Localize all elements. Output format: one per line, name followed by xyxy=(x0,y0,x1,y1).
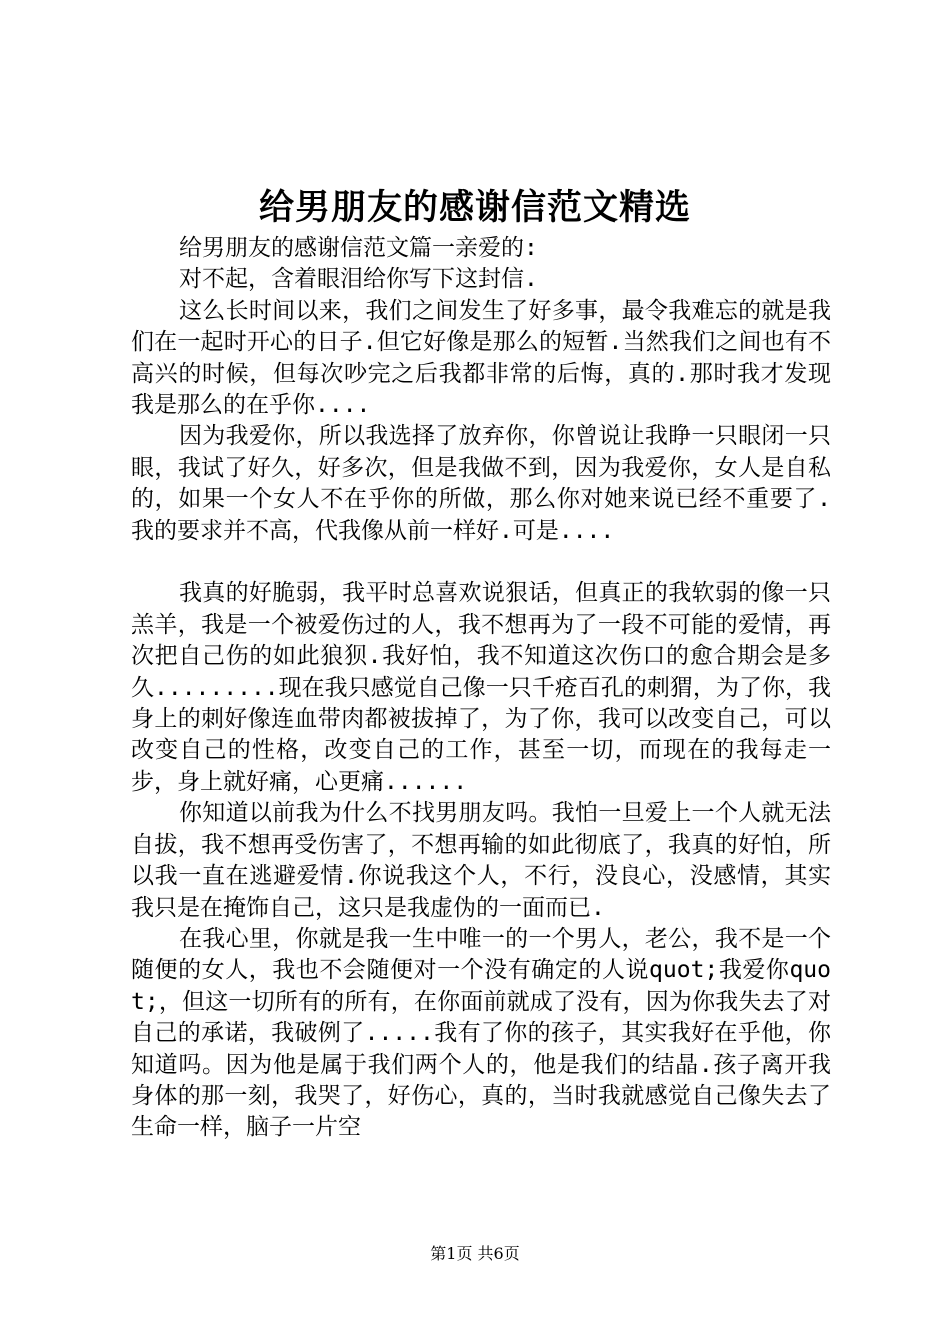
paragraph-fragile: 我真的好脆弱，我平时总喜欢说狠话，但真正的我软弱的像一只羔羊，我是一个被爱伤过的人，我不想再为了一段不可能的爱情，再次把自己伤的如此狼狈.我好怕，我不知道这次伤口的愈合期会是多久.........现在我只感觉自己像一只千疮百孔的刺猬，为了你，我身上的刺好像连血带肉都被拔掉了，为了你，我可以改变自己，可以改变自己的性格，改变自己的工作，甚至一切，而现在的我每走一步，身上就好痛，心更痛...... xyxy=(131,580,831,795)
paragraph-salutation: 给男朋友的感谢信范文篇一亲爱的: xyxy=(179,235,538,261)
paragraph-apology: 对不起，含着眼泪给你写下这封信. xyxy=(179,266,538,293)
paragraph-memories: 这么长时间以来，我们之间发生了好多事，最令我难忘的就是我们在一起时开心的日子.但它好像是那么的短暂.当然我们之间也有不高兴的时候，但每次吵完之后我都非常的后悔，真的.那时我才发现我是那么的在乎你.... xyxy=(131,297,831,419)
letter-body xyxy=(131,233,831,1144)
paragraph-only-one: 在我心里，你就是我一生中唯一的一个男人，老公，我不是一个随便的女人，我也不会随便对一个没有确定的人说quot;我爱你quot;，但这一切所有的所有，在你面前就成了没有，因为你我失去了对自己的承诺，我破例了.....我有了你的孩子，其实我好在乎他，你知道吗。因为他是属于我们两个人的，他是我们的结晶.孩子离开我身体的那一刻，我哭了，好伤心，真的，当时我就感觉自己像失去了生命一样，脑子一片空 xyxy=(131,925,831,1141)
document-title: 给男朋友的感谢信范文精选 xyxy=(258,187,691,228)
paragraph-spacer xyxy=(131,547,831,578)
paragraph-letting-go: 因为我爱你，所以我选择了放弃你，你曾说让我睁一只眼闭一只眼，我试了好久，好多次，但是我做不到，因为我爱你，女人是自私的，如果一个女人不在乎你的所做，那么你对她来说已经不重要了.我的要求并不高，代我像从前一样好.可是.... xyxy=(131,423,831,544)
paragraph-past: 你知道以前我为什么不找男朋友吗。我怕一旦爱上一个人就无法自拔，我不想再受伤害了，不想再输的如此彻底了，我真的好怕，所以我一直在逃避爱情.你说我这个人，不行，没良心，没感情，其实我只是在掩饰自己，这只是我虚伪的一面而已. xyxy=(131,800,831,921)
page-number-footer: 第1页 共6页 xyxy=(430,1244,520,1263)
